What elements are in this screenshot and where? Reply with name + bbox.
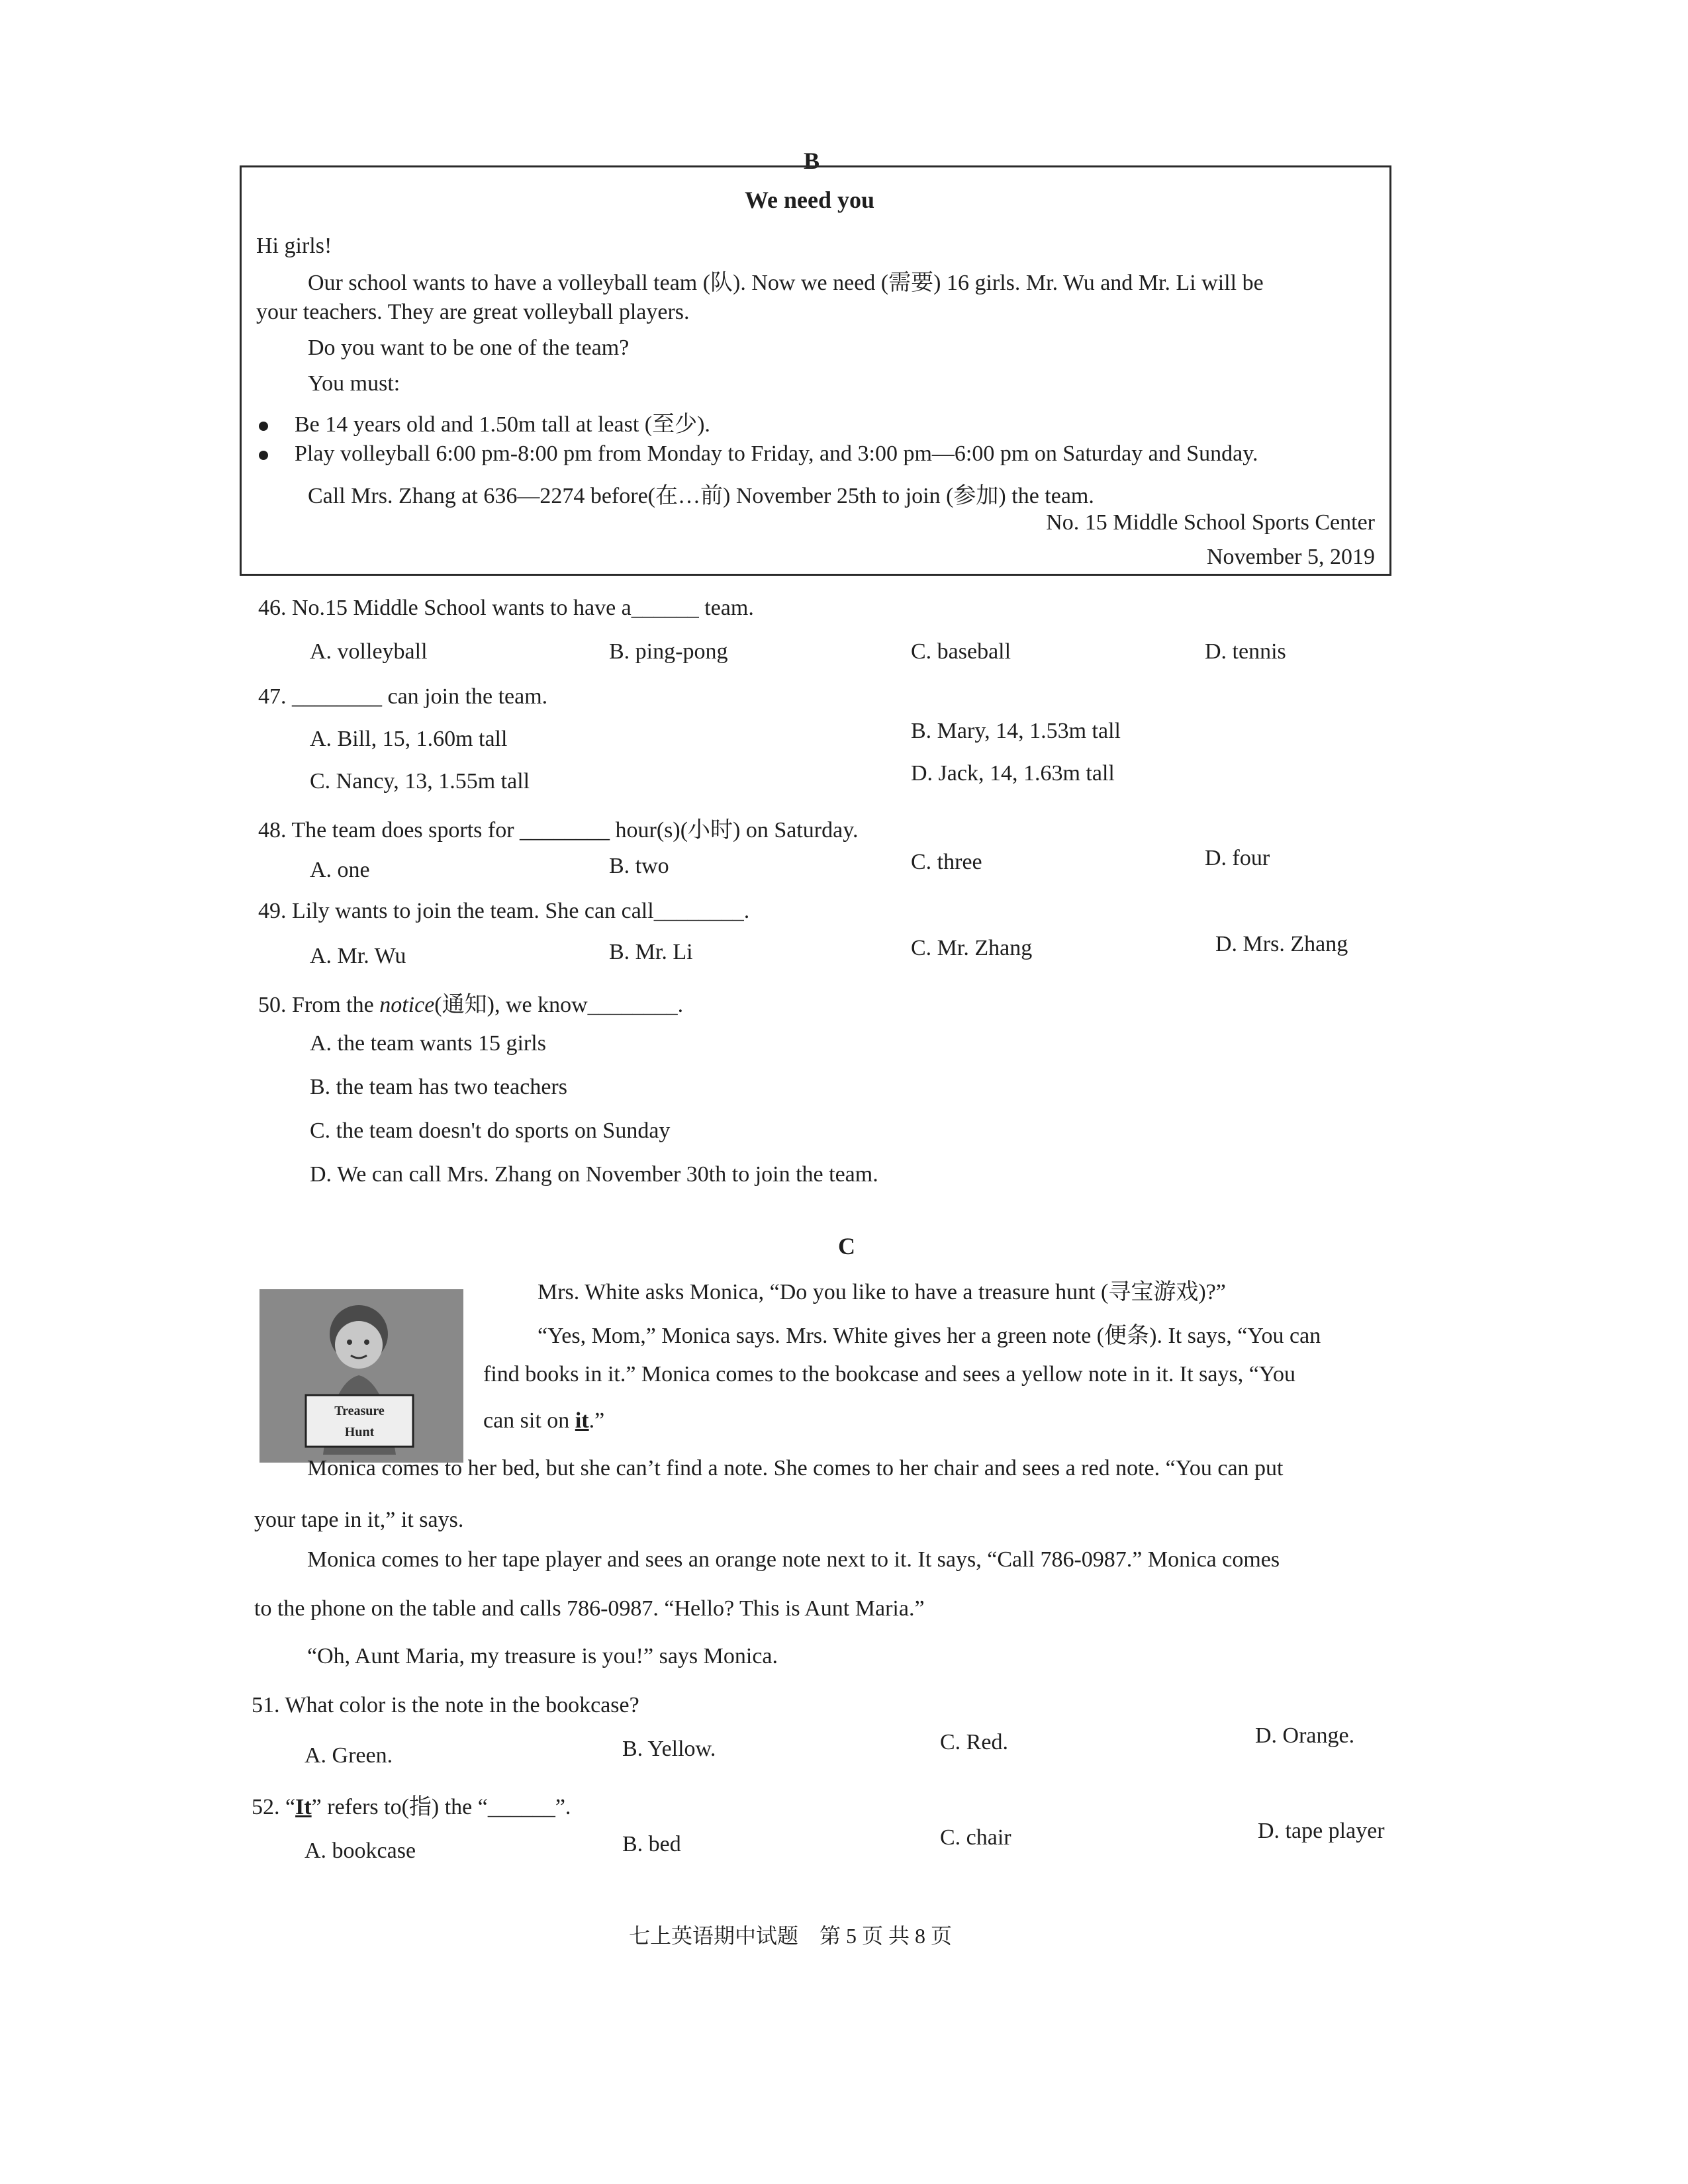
question-50: 50. From the notice(通知), we know________. <box>258 993 684 1017</box>
option: D. We can call Mrs. Zhang on November 30th to join the team. <box>310 1162 878 1187</box>
option: A. Mr. Wu <box>310 944 406 968</box>
option: C. Mr. Zhang <box>911 936 1033 960</box>
option: D. tennis <box>1205 639 1286 664</box>
notice-paragraph-2: Do you want to be one of the team? <box>308 336 630 360</box>
option: B. bed <box>622 1832 681 1856</box>
sign-text-hunt: Hunt <box>344 1425 375 1439</box>
story-line: Mrs. White asks Monica, “Do you like to have a treasure hunt (寻宝游戏)?” <box>538 1280 1226 1304</box>
question-48: 48. The team does sports for ________ hour(s)(小时) on Saturday. <box>258 818 859 842</box>
option: B. Yellow. <box>622 1737 716 1761</box>
option: C. chair <box>940 1825 1011 1850</box>
notice-call: Call Mrs. Zhang at 636—2274 before(在…前) November 25th to join (参加) the team. <box>308 484 1094 508</box>
notice-box <box>240 165 1391 576</box>
option: A. one <box>310 858 370 882</box>
sign-text-treasure: Treasure <box>334 1404 385 1418</box>
option: B. two <box>609 854 669 878</box>
question-46: 46. No.15 Middle School wants to have a______ team. <box>258 596 754 620</box>
bullet-icon <box>259 451 268 460</box>
option: B. Mr. Li <box>609 940 693 964</box>
option: D. Orange. <box>1255 1723 1355 1748</box>
notice-paragraph-1b: your teachers. They are great volleyball players. <box>256 300 690 324</box>
notice-date: November 5, 2019 <box>1206 545 1375 569</box>
option: D. tape player <box>1258 1819 1385 1843</box>
story-line: “Oh, Aunt Maria, my treasure is you!” says Monica. <box>307 1644 778 1668</box>
notice-paragraph-1a: Our school wants to have a volleyball team (队). Now we need (需要) 16 girls. Mr. Wu and Mr. Li will be <box>308 271 1264 295</box>
story-line: to the phone on the table and calls 786-0987. “Hello? This is Aunt Maria.” <box>254 1596 925 1621</box>
notice-signature: No. 15 Middle School Sports Center <box>1046 510 1375 535</box>
story-line: find books in it.” Monica comes to the bookcase and sees a yellow note in it. It says, “You <box>483 1362 1295 1387</box>
option: C. baseball <box>911 639 1011 664</box>
question-51: 51. What color is the note in the bookcase? <box>252 1693 639 1717</box>
requirement-item: Be 14 years old and 1.50m tall at least (至少). <box>259 406 710 438</box>
requirement-item: Play volleyball 6:00 pm-8:00 pm from Monday to Friday, and 3:00 pm—6:00 pm on Saturday and Sunday. <box>259 441 1258 467</box>
story-line: your tape in it,” it says. <box>254 1508 464 1532</box>
page-footer: 七上英语期中试题 第 5 页 共 8 页 <box>629 1924 953 1948</box>
option: D. four <box>1205 846 1270 870</box>
question-47: 47. ________ can join the team. <box>258 684 548 709</box>
option: A. bookcase <box>305 1839 416 1863</box>
option: D. Jack, 14, 1.63m tall <box>911 761 1115 786</box>
story-line: Monica comes to her bed, but she can’t find a note. She comes to her chair and sees a red note. “You can put <box>307 1456 1284 1480</box>
story-line: “Yes, Mom,” Monica says. Mrs. White gives her a green note (便条). It says, “You can <box>538 1324 1321 1348</box>
treasure-hunt-image <box>259 1289 463 1463</box>
story-line: can sit on it.” <box>483 1408 605 1433</box>
notice-title: We need you <box>745 187 875 213</box>
option: A. Bill, 15, 1.60m tall <box>310 727 508 751</box>
section-c-label: C <box>838 1233 855 1259</box>
option: C. Red. <box>940 1730 1008 1754</box>
option: C. the team doesn't do sports on Sunday <box>310 1118 671 1143</box>
option: B. ping-pong <box>609 639 728 664</box>
notice-greeting: Hi girls! <box>256 234 332 258</box>
option: B. the team has two teachers <box>310 1075 567 1099</box>
option: B. Mary, 14, 1.53m tall <box>911 719 1121 743</box>
story-line: Monica comes to her tape player and sees an orange note next to it. It says, “Call 786-0987.” Monica comes <box>307 1547 1280 1572</box>
option: A. Green. <box>305 1743 393 1768</box>
option: A. the team wants 15 girls <box>310 1031 546 1056</box>
section-b-label: B <box>804 148 820 174</box>
notice-paragraph-3: You must: <box>308 371 400 396</box>
option: C. three <box>911 850 982 874</box>
bullet-icon <box>259 422 268 431</box>
option: C. Nancy, 13, 1.55m tall <box>310 769 530 794</box>
question-52: 52. “It” refers to(指) the “______”. <box>252 1795 571 1819</box>
girl-holding-sign-illustration <box>259 1289 463 1463</box>
option: A. volleyball <box>310 639 428 664</box>
question-49: 49. Lily wants to join the team. She can call________. <box>258 899 750 923</box>
option: D. Mrs. Zhang <box>1215 932 1348 956</box>
